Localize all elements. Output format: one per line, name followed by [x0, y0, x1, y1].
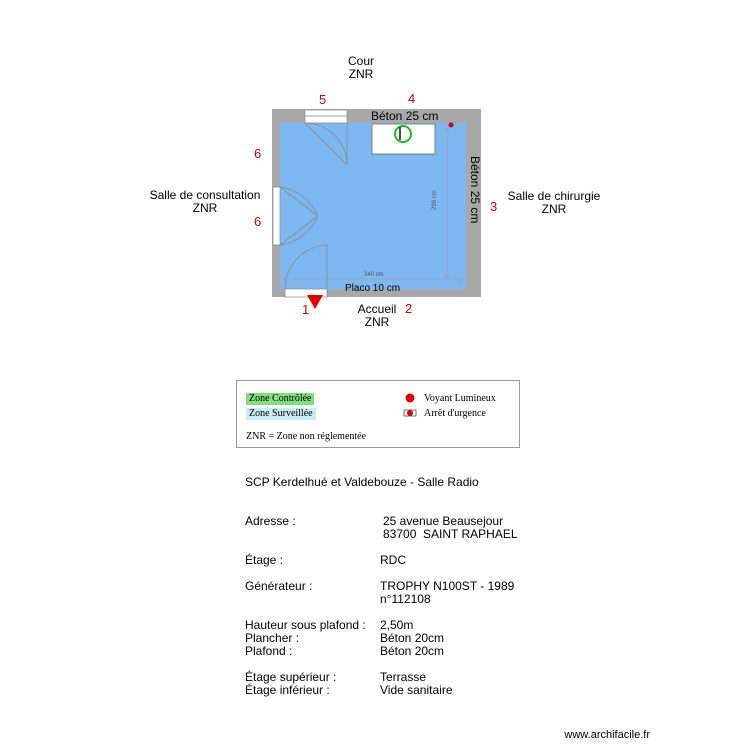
- legend-emergency-stop: Arrêt d'urgence: [424, 408, 486, 419]
- upper-floor-value: Terrasse: [380, 670, 427, 684]
- wall-number-6-upper: 6: [254, 146, 262, 161]
- lower-floor-label: Étage inférieur :: [245, 683, 330, 697]
- ceiling-height-value: 2,50m: [380, 618, 414, 632]
- upper-floor-label: Étage supérieur :: [245, 670, 337, 684]
- top-zone-label: Cour ZNR: [347, 54, 374, 81]
- address-label: Adresse :: [245, 514, 296, 528]
- legend-box: [236, 380, 520, 448]
- left-zone-label: Salle de consultation ZNR: [149, 188, 261, 215]
- wall-number-1: 1: [302, 302, 310, 317]
- generator-label: Générateur :: [245, 579, 313, 593]
- top-door-opening: [305, 110, 347, 123]
- entrance-marker-icon: [307, 295, 323, 309]
- ceiling-label: Plafond :: [245, 644, 293, 658]
- generator-value: TROPHY N100ST - 1989: [380, 579, 515, 593]
- room-title: SCP Kerdelhué et Valdebouze - Salle Radio: [245, 475, 479, 489]
- ceiling-value: Béton 20cm: [380, 644, 445, 658]
- watermark-link[interactable]: www.archifacile.fr: [564, 729, 650, 741]
- warning-light-legend-icon: [406, 394, 415, 403]
- wall-number-6-lower: 6: [254, 214, 262, 229]
- legend-icons: [403, 391, 419, 423]
- address-line-2: 83700 SAINT RAPHAEL: [383, 527, 518, 541]
- floor-label: Étage :: [245, 553, 284, 567]
- generator-serial: n°112108: [380, 592, 431, 606]
- wall-number-2: 2: [405, 301, 413, 316]
- right-zone-label: Salle de chirurgie ZNR: [507, 189, 601, 216]
- floor-slab-value: Béton 20cm: [380, 631, 445, 645]
- width-dimension-label: 340 cm: [364, 272, 384, 278]
- floor-value: RDC: [380, 553, 406, 567]
- legend-znr-note: ZNR = Zone non réglementée: [246, 431, 367, 442]
- bottom-zone-label: Accueil ZNR: [357, 302, 397, 329]
- wall-number-5: 5: [319, 92, 327, 107]
- left-door-opening: [273, 187, 280, 245]
- warning-light-icon: [449, 123, 454, 128]
- top-wall-label: Béton 25 cm: [371, 109, 439, 123]
- legend-monitored-zone: Zone Surveillée: [246, 408, 316, 420]
- bottom-wall-label: Placo 10 cm: [345, 283, 401, 294]
- wall-number-3: 3: [490, 199, 498, 214]
- ceiling-height-label: Hauteur sous plafond :: [245, 618, 366, 632]
- legend-warning-light: Voyant Lumineux: [424, 393, 496, 404]
- xray-unit: [372, 124, 435, 154]
- right-wall-label: Béton 25 cm: [468, 156, 482, 224]
- floor-slab-label: Plancher :: [245, 631, 300, 645]
- height-dimension-label: 299 cm: [432, 190, 438, 210]
- legend-controlled-zone: Zone Contrôlée: [246, 393, 314, 405]
- floor-plan: [0, 0, 750, 330]
- address-line-1: 25 avenue Beausejour: [383, 514, 504, 528]
- wall-number-4: 4: [408, 91, 416, 106]
- lower-floor-value: Vide sanitaire: [380, 683, 453, 697]
